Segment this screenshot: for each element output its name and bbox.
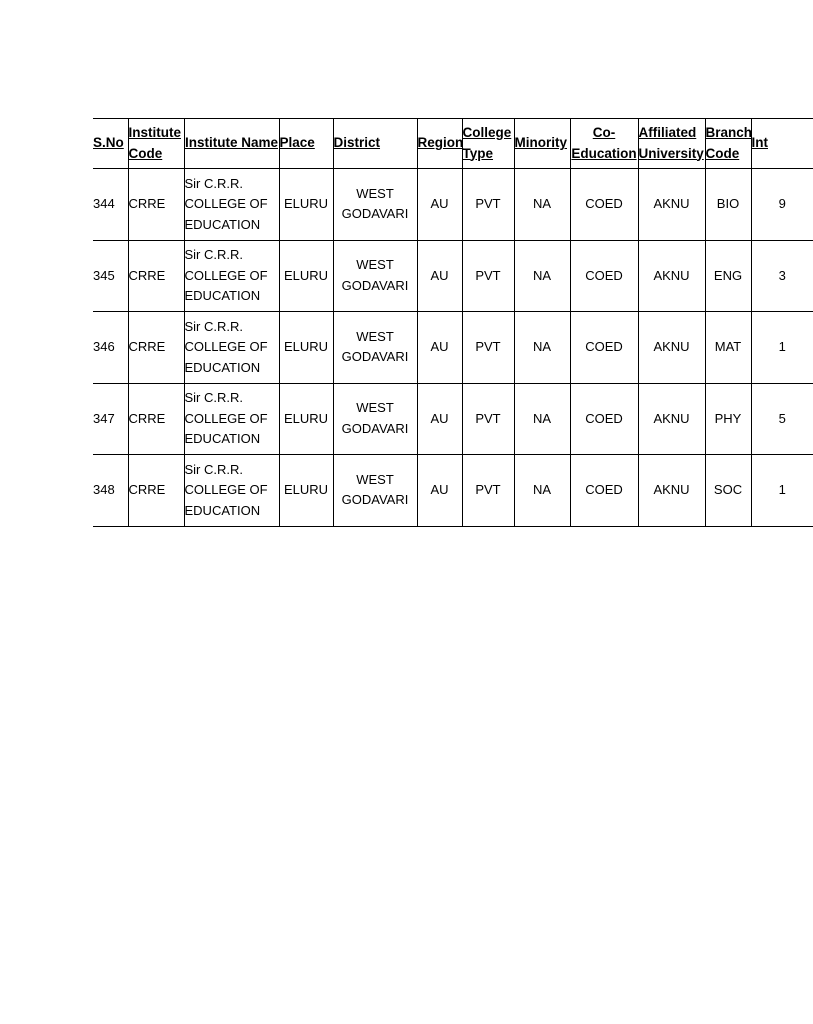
- cell-place: ELURU: [279, 240, 333, 312]
- cell-co-education: COED: [570, 240, 638, 312]
- cell-branch-code: MAT: [705, 312, 751, 384]
- cell-place: ELURU: [279, 455, 333, 527]
- cell-co-education: COED: [570, 455, 638, 527]
- cell-district: WEST GODAVARI: [333, 455, 417, 527]
- cell-district: WEST GODAVARI: [333, 240, 417, 312]
- cell-institute-name: Sir C.R.R. COLLEGE OF EDUCATION: [184, 169, 279, 241]
- header-institute-code: Institute Code: [128, 119, 184, 169]
- table-row: [93, 455, 813, 527]
- cell-intake: 1: [751, 455, 813, 527]
- cell-co-education: COED: [570, 312, 638, 384]
- cell-college-type: PVT: [462, 240, 514, 312]
- table-viewport: [93, 118, 786, 538]
- cell-institute-name: Sir C.R.R. COLLEGE OF EDUCATION: [184, 455, 279, 527]
- cell-district: WEST GODAVARI: [333, 383, 417, 455]
- cell-region: AU: [417, 169, 462, 241]
- cell-affiliated-university: AKNU: [638, 169, 705, 241]
- cell-college-type: PVT: [462, 455, 514, 527]
- cell-sno: 347: [93, 383, 128, 455]
- cell-place: ELURU: [279, 169, 333, 241]
- cell-co-education: COED: [570, 383, 638, 455]
- header-minority: Minority: [514, 119, 570, 169]
- cell-sno: 345: [93, 240, 128, 312]
- cell-institute-code: CRRE: [128, 383, 184, 455]
- cell-region: AU: [417, 240, 462, 312]
- cell-branch-code: PHY: [705, 383, 751, 455]
- cell-minority: NA: [514, 240, 570, 312]
- header-affiliated-university: Affiliated University: [638, 119, 705, 169]
- header-institute-name: Institute Name: [184, 119, 279, 169]
- header-intake: Int: [751, 119, 813, 169]
- cell-place: ELURU: [279, 312, 333, 384]
- cell-minority: NA: [514, 169, 570, 241]
- table-header-row: [93, 119, 813, 169]
- cell-branch-code: BIO: [705, 169, 751, 241]
- header-college-type: College Type: [462, 119, 514, 169]
- table-row: [93, 312, 813, 384]
- table-row: [93, 240, 813, 312]
- cell-minority: NA: [514, 455, 570, 527]
- cell-sno: 348: [93, 455, 128, 527]
- cell-intake: 3: [751, 240, 813, 312]
- cell-co-education: COED: [570, 169, 638, 241]
- cell-intake: 9: [751, 169, 813, 241]
- cell-minority: NA: [514, 312, 570, 384]
- cell-minority: NA: [514, 383, 570, 455]
- cell-branch-code: ENG: [705, 240, 751, 312]
- header-region: Region: [417, 119, 462, 169]
- cell-affiliated-university: AKNU: [638, 455, 705, 527]
- cell-sno: 344: [93, 169, 128, 241]
- cell-sno: 346: [93, 312, 128, 384]
- header-co-education: Co-Education: [570, 119, 638, 169]
- cell-affiliated-university: AKNU: [638, 240, 705, 312]
- header-place: Place: [279, 119, 333, 169]
- table-row: [93, 169, 813, 241]
- cell-college-type: PVT: [462, 312, 514, 384]
- cell-institute-code: CRRE: [128, 240, 184, 312]
- cell-institute-code: CRRE: [128, 169, 184, 241]
- cell-institute-name: Sir C.R.R. COLLEGE OF EDUCATION: [184, 312, 279, 384]
- cell-college-type: PVT: [462, 169, 514, 241]
- cell-affiliated-university: AKNU: [638, 383, 705, 455]
- cell-institute-code: CRRE: [128, 455, 184, 527]
- cell-institute-name: Sir C.R.R. COLLEGE OF EDUCATION: [184, 240, 279, 312]
- header-district: District: [333, 119, 417, 169]
- table-row: [93, 383, 813, 455]
- cell-college-type: PVT: [462, 383, 514, 455]
- cell-region: AU: [417, 312, 462, 384]
- header-sno: S.No: [93, 119, 128, 169]
- cell-institute-code: CRRE: [128, 312, 184, 384]
- cell-institute-name: Sir C.R.R. COLLEGE OF EDUCATION: [184, 383, 279, 455]
- cell-region: AU: [417, 383, 462, 455]
- college-branch-table: [93, 118, 813, 527]
- cell-affiliated-university: AKNU: [638, 312, 705, 384]
- cell-branch-code: SOC: [705, 455, 751, 527]
- header-branch-code: Branch Code: [705, 119, 751, 169]
- cell-region: AU: [417, 455, 462, 527]
- cell-place: ELURU: [279, 383, 333, 455]
- table-body: [93, 169, 813, 527]
- cell-district: WEST GODAVARI: [333, 312, 417, 384]
- cell-district: WEST GODAVARI: [333, 169, 417, 241]
- cell-intake: 1: [751, 312, 813, 384]
- cell-intake: 5: [751, 383, 813, 455]
